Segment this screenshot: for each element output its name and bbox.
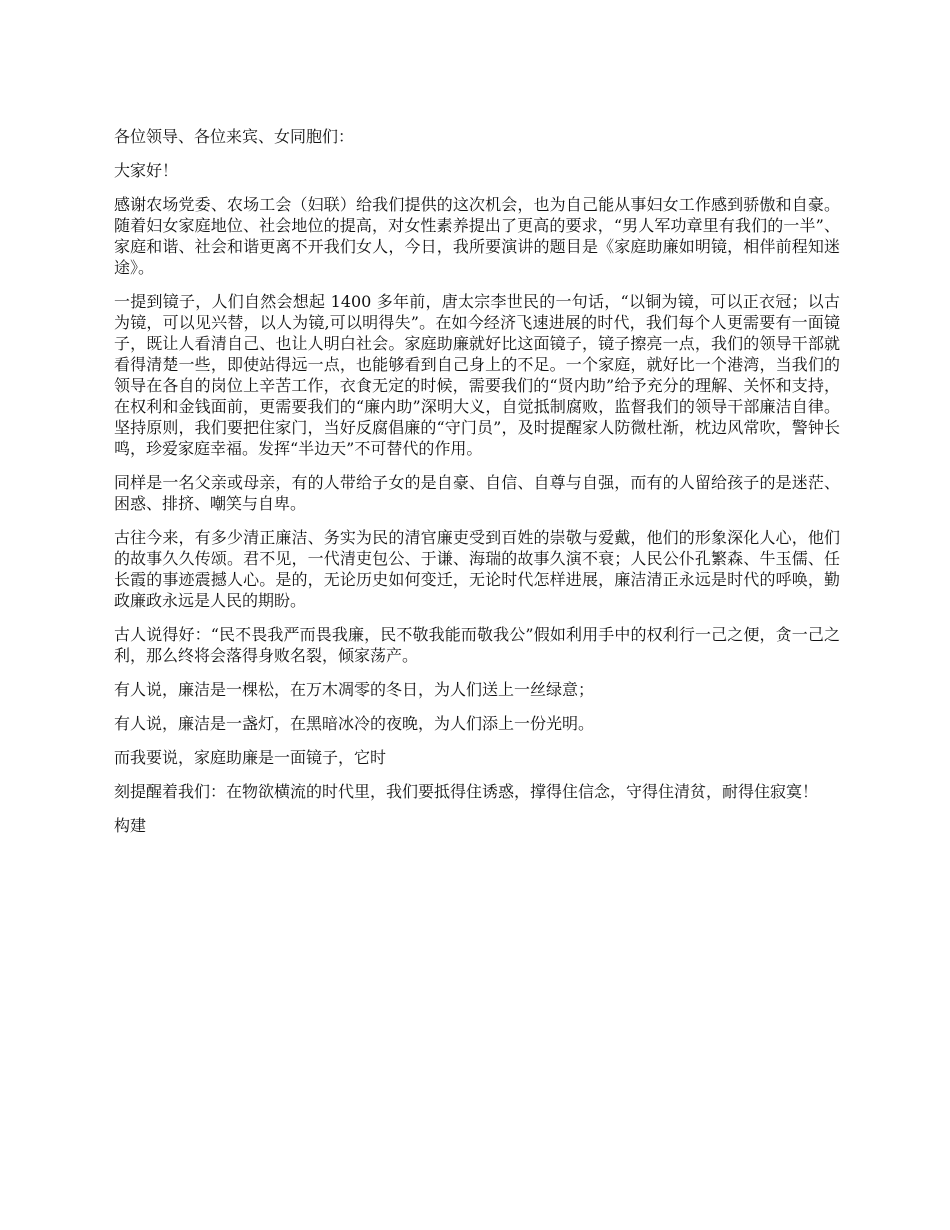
paragraph-ancients: 古人说得好：“民不畏我严而畏我廉，民不敬我能而敬我公”假如利用手中的权利行一己之便，贪一己之利，那么终将会落得身败名裂，倾家荡产。 (114, 625, 840, 665)
document-page (114, 126, 840, 849)
paragraph-mirror-claim: 而我要说，家庭助廉是一面镜子，它时 (114, 748, 387, 767)
paragraph-history: 古往今来，有多少清正廉洁、务实为民的清官廉吏受到百姓的崇敬与爱戴，他们的形象深化人心，他们的故事久久传颂。君不见，一代清吏包公、于谦、海瑞的故事久演不衰；人民公仆孔繁森、牛玉儒、任长霞的事迹震撼人心。是的，无论历史如何变迁，无论时代怎样进展，廉洁清正永远是时代的呼唤，勤政廉政永远是人民的期盼。 (114, 528, 840, 610)
paragraph-parents: 同样是一名父亲或母亲，有的人带给子女的是自豪、自信、自尊与自强，而有的人留给孩子的是迷茫、困惑、排挤、嘲笑与自卑。 (114, 473, 840, 513)
paragraph-reminder: 刻提醒着我们：在物欲横流的时代里，我们要抵得住诱惑，撑得住信念，守得住清贫，耐得住寂寞！ (114, 782, 819, 801)
paragraph-build: 构建 (114, 816, 147, 835)
greeting-salutation: 各位领导、各位来宾、女同胞们： (114, 127, 355, 146)
paragraph-mirror: 一提到镜子，人们自然会想起 1400 多年前，唐太宗李世民的一句话，“以铜为镜，可以正衣冠；以古为镜，可以见兴替，以人为镜,可以明得失”。在如今经济飞速进展的时代，我们每个人更需要有一面镜子，既让人看清自己、也让人明白社会。家庭助廉就好比这面镜子，镜子擦亮一点，我们的领导干部就看得清楚一些，即使站得远一点，也能够看到自己身上的不足。一个家庭，就好比一个港湾，当我们的领导在各自的岗位上辛苦工作，衣食无定的时候，需要我们的“贤内助”给予充分的理解、关怀和支持，在权利和金钱面前，更需要我们的“廉内助”深明大义，自觉抵制腐败，监督我们的领导干部廉洁自律。坚持原则，我们要把住家门，当好反腐倡廉的“守门员”，及时提醒家人防微杜渐，枕边风常吹，警钟长鸣，珍爱家庭幸福。发挥“半边天”不可替代的作用。 (114, 292, 840, 458)
paragraph-pine: 有人说，廉洁是一棵松，在万木凋零的冬日，为人们送上一丝绿意； (114, 680, 595, 699)
paragraph-lamp: 有人说，廉洁是一盏灯，在黑暗冰冷的夜晚，为人们添上一份光明。 (114, 714, 595, 733)
greeting-hello: 大家好！ (114, 161, 179, 180)
paragraph-intro: 感谢农场党委、农场工会（妇联）给我们提供的这次机会，也为自己能从事妇女工作感到骄傲和自豪。随着妇女家庭地位、社会地位的提高，对女性素养提出了更高的要求，“男人军功章里有我们的一半”、家庭和谐、社会和谐更离不开我们女人，今日，我所要演讲的题目是《家庭助廉如明镜，相伴前程知迷途》。 (114, 195, 840, 277)
